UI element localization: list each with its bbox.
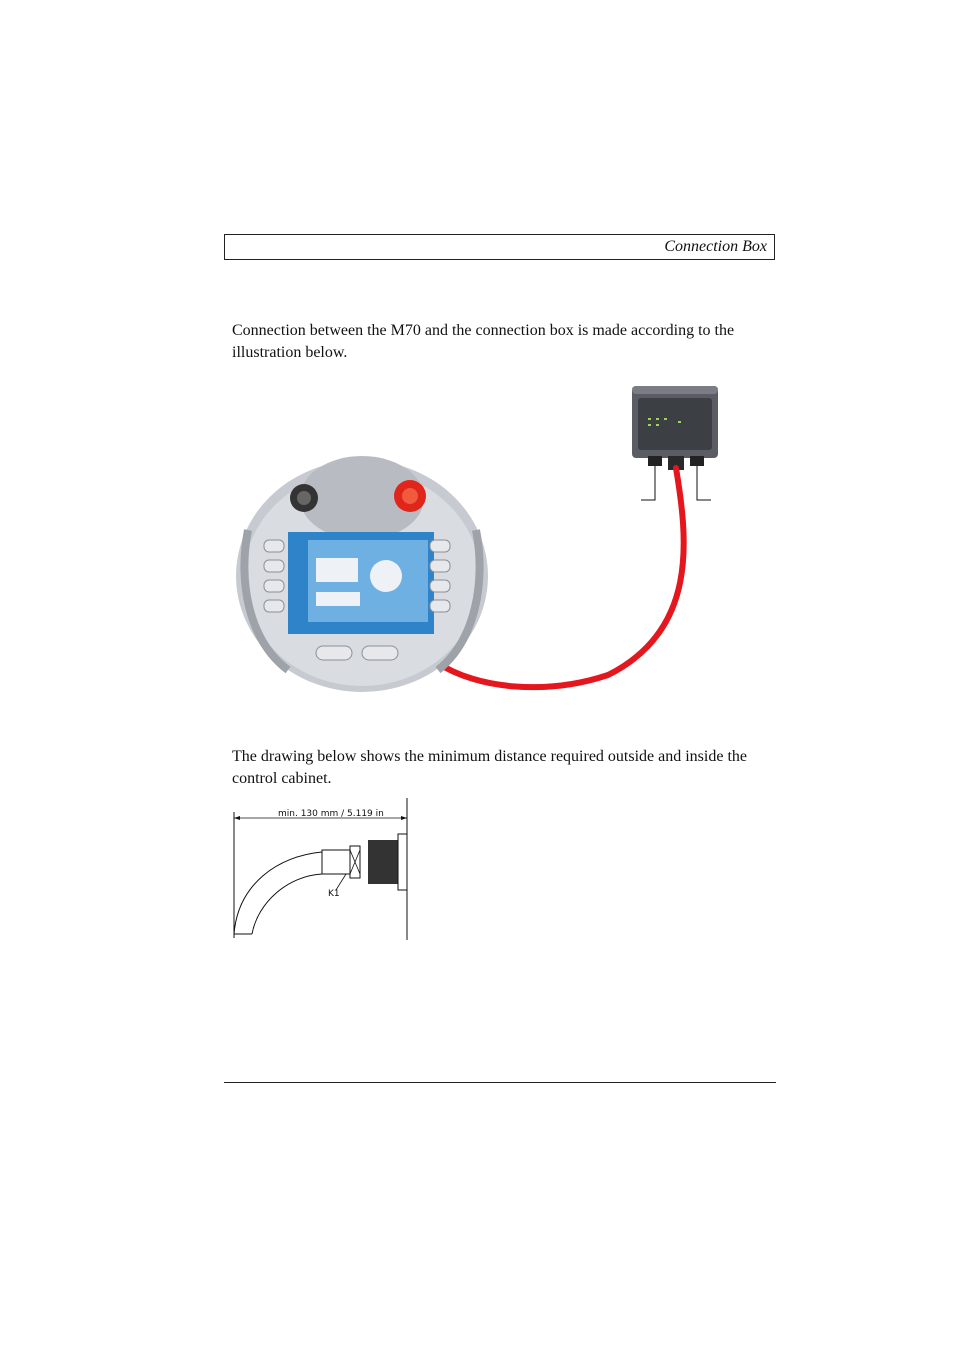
intro-paragraph: Connection between the M70 and the connection box is made according to the illustration below. [232,322,735,361]
connection-box-image [632,386,718,500]
distance-paragraph: The drawing below shows the minimum distance required outside and inside the control cabinet. [232,748,747,787]
connection-illustration [228,380,748,700]
header-box [224,234,775,260]
k1-callout-label: K1 [328,889,340,899]
distance-drawing [228,794,418,944]
header-title: Connection Box [664,238,767,255]
m70-terminal-image [236,456,488,692]
footer-rule [224,1082,776,1083]
dimension-label: min. 130 mm / 5.119 in [278,809,384,819]
